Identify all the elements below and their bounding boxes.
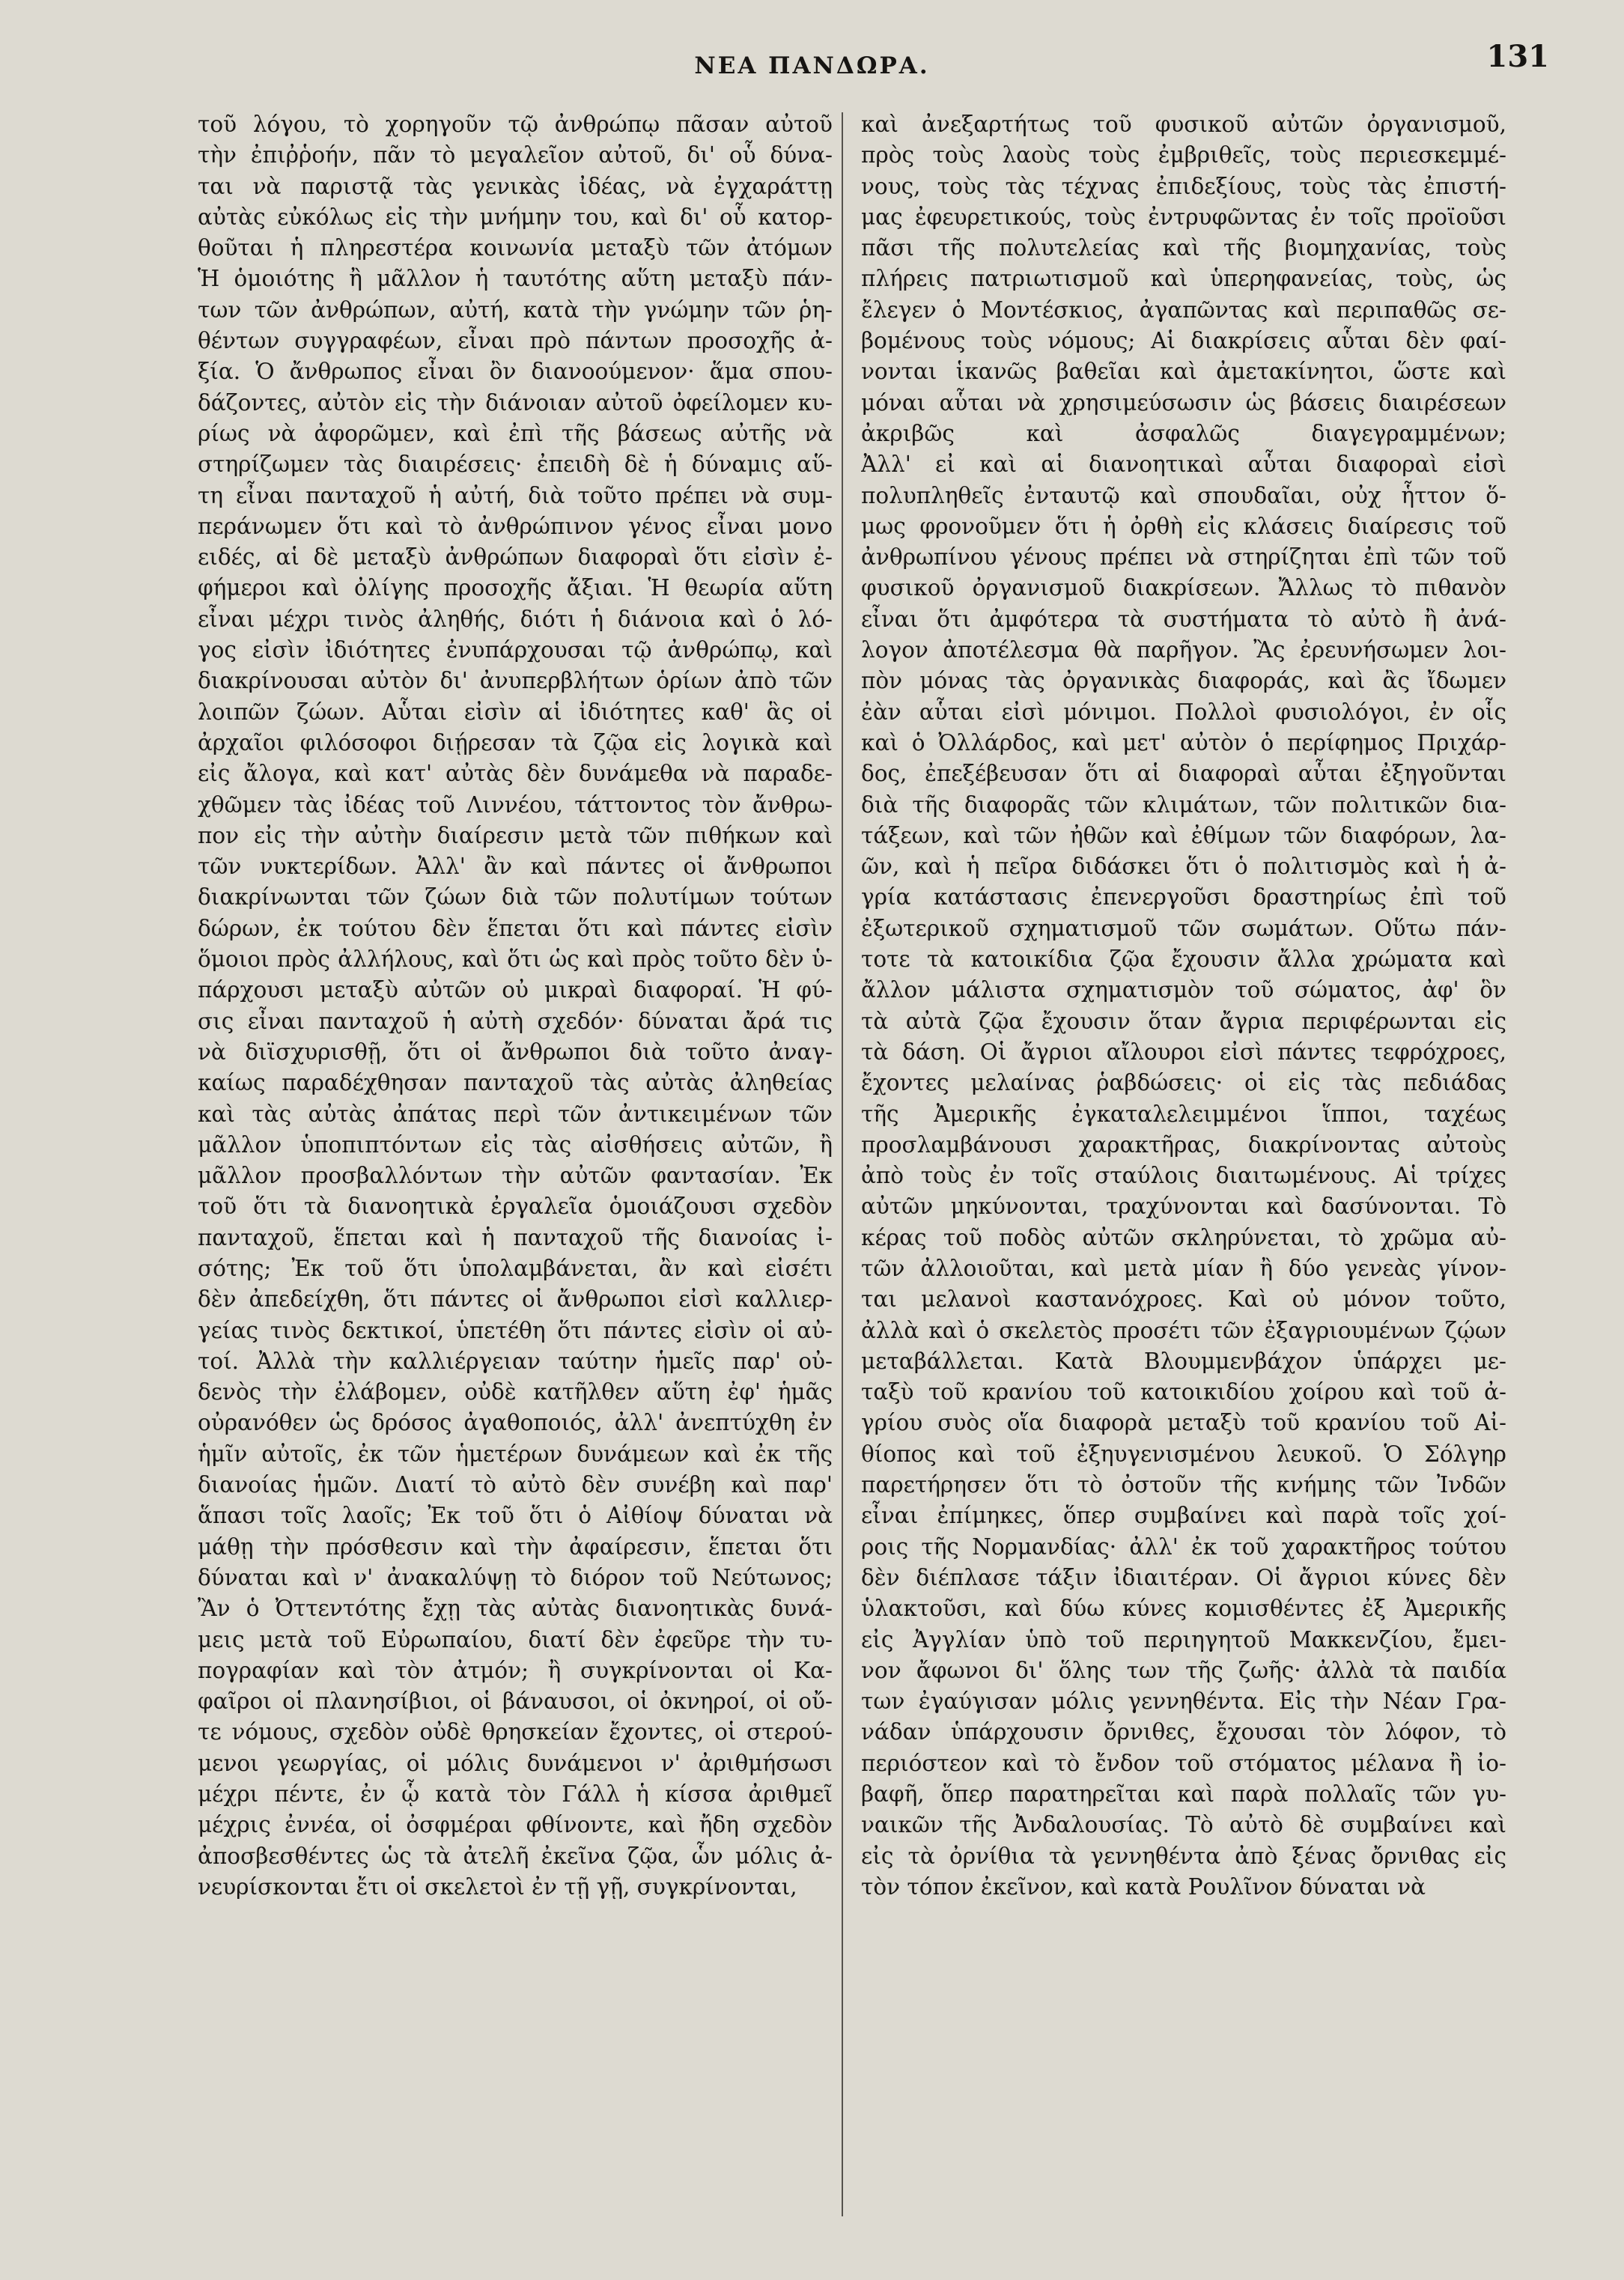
text-line: μας ἐφευρετικούς, τοὺς ἐντρυφῶντας ἐν τοῖς προϊοῦσι (861, 204, 1506, 230)
text-line: μέχρι πέντε, ἐν ᾧ κατὰ τὸν Γάλλ ἡ κίσσα ἀριθμεῖ (198, 1781, 833, 1808)
text-line: νους, τοὺς τὰς τέχνας ἐπιδεξίους, τοὺς τὰς ἐπιστή- (861, 173, 1506, 199)
text-line: χθῶμεν τὰς ἰδέας τοῦ Λιννέου, τάττοντος τὸν ἄνθρω- (198, 791, 833, 818)
text-line: τοῦ λόγου, τὸ χορηγοῦν τῷ ἀνθρώπῳ πᾶσαν αὐτοῦ (198, 112, 833, 137)
text-line: νάδαν ὑπάρχουσιν ὄρνιθες, ἔχουσαι τὸν λόφον, τὸ (861, 1719, 1506, 1745)
text-line: πλήρεις πατριωτισμοῦ καὶ ὑπερηφανείας, τοὺς, ὡς (861, 266, 1506, 292)
text-line: εἰς Ἀγγλίαν ὑπὸ τοῦ περιηγητοῦ Μακκενζίου, ἔμει- (861, 1626, 1506, 1653)
text-line: καὶ τὰς αὐτὰς ἀπάτας περὶ τῶν ἀντικειμένων τῶν (198, 1101, 833, 1127)
text-line: βομένους τοὺς νόμους; Αἱ διακρίσεις αὗται δὲν φαί- (861, 328, 1506, 354)
text-line: πολυπληθεῖς ἐνταυτῷ καὶ σπουδαῖαι, οὐχ ἧττον ὅ- (861, 482, 1506, 508)
text-line: μόναι αὗται νὰ χρησιμεύσωσιν ὡς βάσεις διαιρέσεων (861, 389, 1506, 416)
text-line: μάθῃ τὴν πρόσθεσιν καὶ τὴν ἀφαίρεσιν, ἕπεται ὅτι (198, 1533, 833, 1560)
text-line: πάρχουσι μεταξὺ αὐτῶν οὐ μικραὶ διαφοραί. Ἡ φύ- (198, 977, 833, 1003)
text-line: ἀπὸ τοὺς ἐν τοῖς σταύλοις διαιτωμένους. Αἱ τρίχες (861, 1163, 1506, 1189)
text-line: ταξὺ τοῦ κρανίου τοῦ κατοικιδίου χοίρου καὶ τοῦ ἀ- (861, 1379, 1506, 1405)
text-line: πογραφίαν καὶ τὸν ἀτμόν; ἢ συγκρίνονται οἱ Κα- (198, 1657, 833, 1683)
text-line: τὴν ἐπιῤῥοήν, πᾶν τὸ μεγαλεῖον αὐτοῦ, δι' οὗ δύνα- (198, 142, 833, 168)
text-line: ρίως νὰ ἀφορῶμεν, καὶ ἐπὶ τῆς βάσεως αὐτῆς νὰ (198, 420, 833, 446)
page-header (0, 36, 1624, 88)
text-line: των τῶν ἀνθρώπων, αὐτή, κατὰ τὴν γνώμην τῶν ῥη- (198, 297, 833, 323)
text-line: ἀποσβεσθέντες ὡς τὰ ἀτελῆ ἐκεῖνα ζῷα, ὧν μόλις ἀ- (198, 1843, 833, 1869)
text-line: ἔχοντες μελαίνας ῥαβδώσεις· οἱ εἰς τὰς πεδιάδας (861, 1070, 1506, 1096)
right-column (861, 109, 1506, 1903)
text-line: ται νὰ παριστᾷ τὰς γενικὰς ἰδέας, νὰ ἐγχαράττῃ (198, 173, 833, 199)
text-line: Ἂν ὁ Ὀττεντότης ἔχῃ τὰς αὐτὰς διανοητικὰς δυνά- (198, 1596, 833, 1622)
text-line: εἰς τὰ ὀρνίθια τὰ γεννηθέντα ἀπὸ ξένας ὄρνιθας εἰς (861, 1843, 1506, 1869)
text-line: μᾶλλον προσβαλλόντων τὴν αὐτῶν φαντασίαν. Ἐκ (198, 1163, 833, 1189)
running-title: ΝΕΑ ΠΑΝΔΩΡΑ. (694, 52, 930, 79)
text-line: πᾶσι τῆς πολυτελείας καὶ τῆς βιομηχανίας, τοὺς (861, 235, 1506, 261)
text-line: φαῖροι οἱ πλανησίβιοι, οἱ βάναυσοι, οἱ ὀκνηροί, οἱ οὔ- (198, 1688, 833, 1715)
text-line: σις εἶναι πανταχοῦ ἡ αὐτὴ σχεδόν· δύναται ἄρά τις (198, 1008, 833, 1034)
text-line: καὶ ὁ Ὀλλάρδος, καὶ μετ' αὐτὸν ὁ περίφημος Πριχάρ- (861, 729, 1506, 756)
text-line: γος εἰσὶν ἰδιότητες ἐνυπάρχουσαι τῷ ἀνθρώπῳ, καὶ (198, 637, 833, 663)
text-line: νευρίσκονται ἔτι οἱ σκελετοὶ ἐν τῇ γῇ, συγκρίνονται, (198, 1873, 797, 1900)
text-line: περάνωμεν ὅτι καὶ τὸ ἀνθρώπινον γένος εἶναι μονο (198, 513, 833, 539)
text-line: ξία. Ὁ ἄνθρωπος εἶναι ὂν διανοούμενον· ἅμα σπου- (198, 359, 833, 385)
text-line: θίοπος καὶ τοῦ ἐξηυγενισμένου λευκοῦ. Ὁ Σόλγηρ (861, 1441, 1506, 1467)
text-line: δενὸς τὴν ἐλάβομεν, οὐδὲ κατῆλθεν αὕτη ἐφ' ἡμᾶς (198, 1379, 833, 1405)
text-line: Ἀλλ' εἰ καὶ αἱ διανοητικαὶ αὗται διαφοραὶ εἰσὶ (861, 452, 1506, 478)
text-line: ροις τῆς Νορμανδίας· ἀλλ' ἐκ τοῦ χαρακτῆρος τούτου (861, 1533, 1506, 1560)
text-line: δὲν διέπλασε τάξιν ἰδιαιτέραν. Οἱ ἄγριοι κύνες δὲν (861, 1564, 1506, 1590)
text-line: τὰ δάση. Οἱ ἄγριοι αἴλουροι εἰσὶ πάντες τεφρόχροες, (861, 1039, 1506, 1065)
text-line: περιόστεον καὶ τὸ ἔνδον τοῦ στόματος μέλανα ἢ ἰο- (861, 1750, 1506, 1776)
text-line: βαφῆ, ὅπερ παρατηρεῖται καὶ παρὰ πολλαῖς τῶν γυ- (861, 1781, 1506, 1808)
text-line: παρετήρησεν ὅτι τὸ ὀστοῦν τῆς κνήμης τῶν Ἰνδῶν (861, 1472, 1506, 1498)
text-line: των ἐγαύγισαν μόλις γεννηθέντα. Εἰς τὴν Νέαν Γρα- (861, 1688, 1506, 1715)
text-line: μᾶλλον ὑποπιπτόντων εἰς τὰς αἰσθήσεις αὐτῶν, ἢ (198, 1131, 833, 1158)
text-line: τῶν νυκτερίδων. Ἀλλ' ἂν καὶ πάντες οἱ ἄνθρωποι (198, 854, 833, 880)
text-line: τὸν τόπον ἐκεῖνον, καὶ κατὰ Ρουλῖνον δύναται νὰ (861, 1873, 1426, 1900)
text-line: τοί. Ἀλλὰ τὴν καλλιέργειαν ταύτην ἡμεῖς παρ' οὐ- (198, 1348, 833, 1374)
page-number: 131 (1486, 39, 1549, 74)
text-line: τάξεων, καὶ τῶν ἠθῶν καὶ ἐθίμων τῶν διαφόρων, λα- (861, 822, 1506, 848)
text-line: καὶ ἀνεξαρτήτως τοῦ φυσικοῦ αὐτῶν ὀργανισμοῦ, (861, 112, 1506, 137)
text-line: διανοίας ἡμῶν. Διατί τὸ αὐτὸ δὲν συνέβη καὶ παρ' (198, 1472, 833, 1498)
text-line: ἡμῖν αὐτοῖς, ἐκ τῶν ἡμετέρων δυνάμεων καὶ ἐκ τῆς (198, 1441, 833, 1467)
text-line: ται μελανοὶ καστανόχροες. Καὶ οὐ μόνον τοῦτο, (861, 1286, 1506, 1313)
text-line: ἀλλὰ καὶ ὁ σκελετὸς προσέτι τῶν ἐξαγριουμένων ζῴων (861, 1317, 1506, 1343)
left-column (198, 109, 833, 1903)
text-line: ἄλλον μάλιστα σχηματισμὸν τοῦ σώματος, ἀφ' ὃν (861, 977, 1506, 1003)
text-line: ῶν, καὶ ἡ πεῖρα διδάσκει ὅτι ὁ πολιτισμὸς καὶ ἡ ἀ- (861, 854, 1506, 880)
text-line: διὰ τῆς διαφορᾶς τῶν κλιμάτων, τῶν πολιτικῶν δια- (861, 791, 1506, 818)
text-line: πρὸς τοὺς λαοὺς τοὺς ἐμβριθεῖς, τοὺς περιεσκεμμέ- (861, 142, 1506, 168)
text-line: πον εἰς τὴν αὐτὴν διαίρεσιν μετὰ τῶν πιθήκων καὶ (198, 822, 833, 848)
text-line: εἶναι ἐπίμηκες, ὅπερ συμβαίνει καὶ παρὰ τοῖς χοί- (861, 1503, 1506, 1529)
text-line: εἶναι μέχρι τινὸς ἀληθής, διότι ἡ διάνοια καὶ ὁ λό- (198, 606, 833, 632)
text-line: εἰς ἄλογα, καὶ κατ' αὐτὰς δὲν δυνάμεθα νὰ παραδε- (198, 761, 833, 787)
text-line: καίως παραδέχθησαν πανταχοῦ τὰς αὐτὰς ἀληθείας (198, 1070, 833, 1096)
text-line: ἐὰν αὗται εἰσὶ μόνιμοι. Πολλοὶ φυσιολόγοι, ἐν οἷς (861, 699, 1506, 725)
text-line: φυσικοῦ ὀργανισμοῦ διακρίσεων. Ἄλλως τὸ πιθανὸν (861, 575, 1506, 601)
text-line: ὑλακτοῦσι, καὶ δύω κύνες κομισθέντες ἐξ Ἀμερικῆς (861, 1596, 1506, 1622)
text-line: δάζοντες, αὐτὸν εἰς τὴν διάνοιαν αὐτοῦ ὀφείλομεν κυ- (198, 389, 833, 416)
text-line: νὰ διϊσχυρισθῇ, ὅτι οἱ ἄνθρωποι διὰ τοῦτο ἀναγ- (198, 1039, 833, 1065)
text-line: κέρας τοῦ ποδὸς αὐτῶν σκληρύνεται, τὸ χρῶμα αὐ- (861, 1224, 1506, 1250)
text-line: λοιπῶν ζώων. Αὗται εἰσὶν αἱ ἰδιότητες καθ' ἃς οἱ (198, 699, 833, 725)
text-line: προσλαμβάνουσι χαρακτῆρας, διακρίνοντας αὐτοὺς (861, 1131, 1506, 1158)
text-line: γρία κατάστασις ἐπενεργοῦσι δραστηρίως ἐπὶ τοῦ (861, 884, 1506, 911)
text-line: ὅμοιοι πρὸς ἀλλήλους, καὶ ὅτι ὡς καὶ πρὸς τοῦτο δὲν ὑ- (198, 946, 833, 973)
text-line: πανταχοῦ, ἕπεται καὶ ἡ πανταχοῦ τῆς διανοίας ἰ- (198, 1224, 833, 1250)
text-line: σότης; Ἐκ τοῦ ὅτι ὑπολαμβάνεται, ἂν καὶ εἰσέτι (198, 1255, 833, 1281)
text-line: στηρίζωμεν τὰς διαιρέσεις· ἐπειδὴ δὲ ἡ δύναμις αὕ- (198, 452, 833, 478)
text-line: τοῦ ὅτι τὰ διανοητικὰ ἐργαλεῖα ὁμοιάζουσι σχεδὸν (198, 1194, 833, 1220)
text-line: ναικῶν τῆς Ἀνδαλουσίας. Τὸ αὐτὸ δὲ συμβαίνει καὶ (861, 1812, 1506, 1838)
text-line: δὲν ἀπεδείχθη, ὅτι πάντες οἱ ἄνθρωποι εἰσὶ καλλιερ- (198, 1286, 833, 1313)
text-line: μέχρις ἐννέα, οἱ ὀσφμέραι φθίνοντε, καὶ ἤδη σχεδὸν (198, 1812, 833, 1838)
text-line: μεταβάλλεται. Κατὰ Βλουμμενβάχον ὑπάρχει με- (861, 1348, 1506, 1374)
text-line: μως φρονοῦμεν ὅτι ἡ ὀρθὴ εἰς κλάσεις διαίρεσις τοῦ (861, 513, 1506, 539)
text-line: μενοι γεωργίας, οἱ μόλις δυνάμενοι ν' ἀριθμήσωσι (198, 1750, 833, 1776)
text-line: ἀκριβῶς καὶ ἀσφαλῶς διαγεγραμμένων; (861, 420, 1506, 446)
text-line: ἅπασι τοῖς λαοῖς; Ἐκ τοῦ ὅτι ὁ Αἰθίοψ δύναται νὰ (198, 1503, 833, 1529)
text-line: οὐρανόθεν ὡς δρόσος ἀγαθοποιός, ἀλλ' ἀνεπτύχθη ἐν (198, 1410, 833, 1436)
text-line: γρίου συὸς οἵα διαφορὰ μεταξὺ τοῦ κρανίου τοῦ Αἰ- (861, 1410, 1506, 1436)
text-line: διακρίνωνται τῶν ζώων διὰ τῶν πολυτίμων τούτων (198, 884, 833, 911)
column-divider (842, 112, 843, 2216)
text-line: αὐτὰς εὐκόλως εἰς τὴν μνήμην του, καὶ δι' οὗ κατορ- (198, 204, 833, 230)
text-line: τῶν ἀλλοιοῦται, καὶ μετὰ μίαν ἢ δύο γενεὰς γίνον- (861, 1255, 1506, 1281)
text-line: νονται ἱκανῶς βαθεῖαι καὶ ἀμετακίνητοι, ὥστε καὶ (861, 359, 1506, 385)
text-line: λογον ἀποτέλεσμα θὰ παρῆγον. Ἂς ἐρευνήσωμεν λοι- (861, 637, 1506, 663)
text-line: φήμεροι καὶ ὀλίγης προσοχῆς ἄξιαι. Ἡ θεωρία αὕτη (198, 575, 833, 601)
text-line: διακρίνουσαι αὐτὸν δι' ἀνυπερβλήτων ὁρίων ἀπὸ τῶν (198, 668, 833, 694)
text-line: μεις μετὰ τοῦ Εὐρωπαίου, διατί δὲν ἐφεῦρε τὴν τυ- (198, 1626, 833, 1653)
text-line: θέντων συγγραφέων, εἶναι πρὸ πάντων προσοχῆς ἀ- (198, 328, 833, 354)
text-line: Ἡ ὁμοιότης ἢ μᾶλλον ἡ ταυτότης αὕτη μεταξὺ πάν- (198, 266, 833, 292)
text-line: γείας τινὸς δεκτικοί, ὑπετέθη ὅτι πάντες εἰσὶν οἱ αὐ- (198, 1317, 833, 1343)
text-line: νον ἄφωνοι δι' ὅλης των τῆς ζωῆς· ἀλλὰ τὰ παιδία (861, 1657, 1506, 1683)
text-line: ἀνθρωπίνου γένους πρέπει νὰ στηρίζηται ἐπὶ τῶν τοῦ (861, 544, 1506, 571)
text-line: ειδές, αἱ δὲ μεταξὺ ἀνθρώπων διαφοραὶ ὅτι εἰσὶν ἐ- (198, 544, 833, 571)
text-line: τε νόμους, σχεδὸν οὐδὲ θρησκείαν ἔχοντες, οἱ στερού- (198, 1719, 833, 1745)
text-line: πὸν μόνας τὰς ὀργανικὰς διαφοράς, καὶ ἂς ἴδωμεν (861, 668, 1506, 694)
text-line: τη εἶναι πανταχοῦ ἡ αὐτή, διὰ τοῦτο πρέπει νὰ συμ- (198, 482, 833, 508)
text-line: τῆς Ἀμερικῆς ἐγκαταλελειμμένοι ἵπποι, ταχέως (861, 1101, 1506, 1127)
text-line: τὰ αὐτὰ ζῷα ἔχουσιν ὅταν ἄγρια περιφέρωνται εἰς (861, 1008, 1506, 1034)
text-line: δος, ἐπεξέβευσαν ὅτι αἱ διαφοραὶ αὗται ἐξηγοῦνται (861, 761, 1506, 787)
text-line: δύναται καὶ ν' ἀνακαλύψῃ τὸ διόρον τοῦ Νεύτωνος; (198, 1564, 833, 1590)
text-line: ἐξωτερικοῦ σχηματισμοῦ τῶν σωμάτων. Οὕτω πάν- (861, 915, 1506, 941)
text-line: αὐτῶν μηκύνονται, τραχύνονται καὶ δασύνονται. Τὸ (861, 1194, 1506, 1220)
text-line: ἀρχαῖοι φιλόσοφοι διῄρεσαν τὰ ζῷα εἰς λογικὰ καὶ (198, 729, 833, 756)
text-line: θοῦται ἡ πληρεστέρα κοινωνία μεταξὺ τῶν ἀτόμων (198, 235, 833, 261)
text-line: ἔλεγεν ὁ Μοντέσκιος, ἀγαπῶντας καὶ περιπαθῶς σε- (861, 297, 1506, 323)
text-line: δώρων, ἐκ τούτου δὲν ἕπεται ὅτι καὶ πάντες εἰσὶν (198, 915, 833, 941)
text-line: εἶναι ὅτι ἀμφότερα τὰ συστήματα τὸ αὐτὸ ἢ ἀνά- (861, 606, 1506, 632)
text-line: τοτε τὰ κατοικίδια ζῷα ἔχουσιν ἄλλα χρώματα καὶ (861, 946, 1506, 973)
